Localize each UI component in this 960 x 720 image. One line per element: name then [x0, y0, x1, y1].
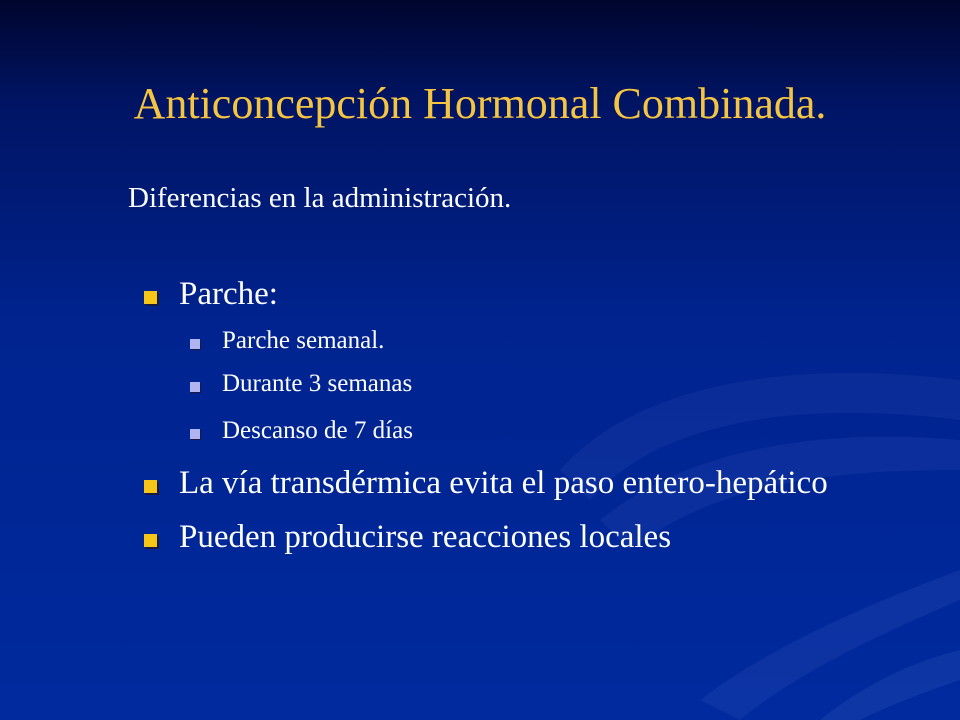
- sub-bullet-item: [190, 327, 384, 355]
- bullet-item: [144, 519, 671, 556]
- bullet-text: La vía transdérmica evita el paso entero-hepático: [179, 465, 828, 501]
- sub-bullet-text: Parche semanal.: [222, 327, 385, 354]
- slide-title: Anticoncepción Hormonal Combinada.: [133, 79, 827, 128]
- sub-bullet-text: Descanso de 7 días: [222, 417, 413, 444]
- square-bullet-icon: [190, 429, 200, 439]
- square-bullet-icon: [144, 480, 157, 493]
- square-bullet-icon: [144, 291, 157, 304]
- bullet-text: Parche:: [179, 276, 278, 312]
- sub-bullet-item: [190, 417, 413, 445]
- bullet-item: [144, 465, 828, 502]
- square-bullet-icon: [190, 339, 200, 349]
- sub-bullet-text: Durante 3 semanas: [222, 370, 413, 397]
- bullet-item: [144, 276, 278, 313]
- square-bullet-icon: [144, 534, 157, 547]
- bullet-text: Pueden producirse reacciones locales: [179, 519, 672, 555]
- sub-bullet-item: [190, 370, 412, 398]
- square-bullet-icon: [190, 382, 200, 392]
- slide-subtitle: Diferencias en la administración.: [128, 182, 512, 214]
